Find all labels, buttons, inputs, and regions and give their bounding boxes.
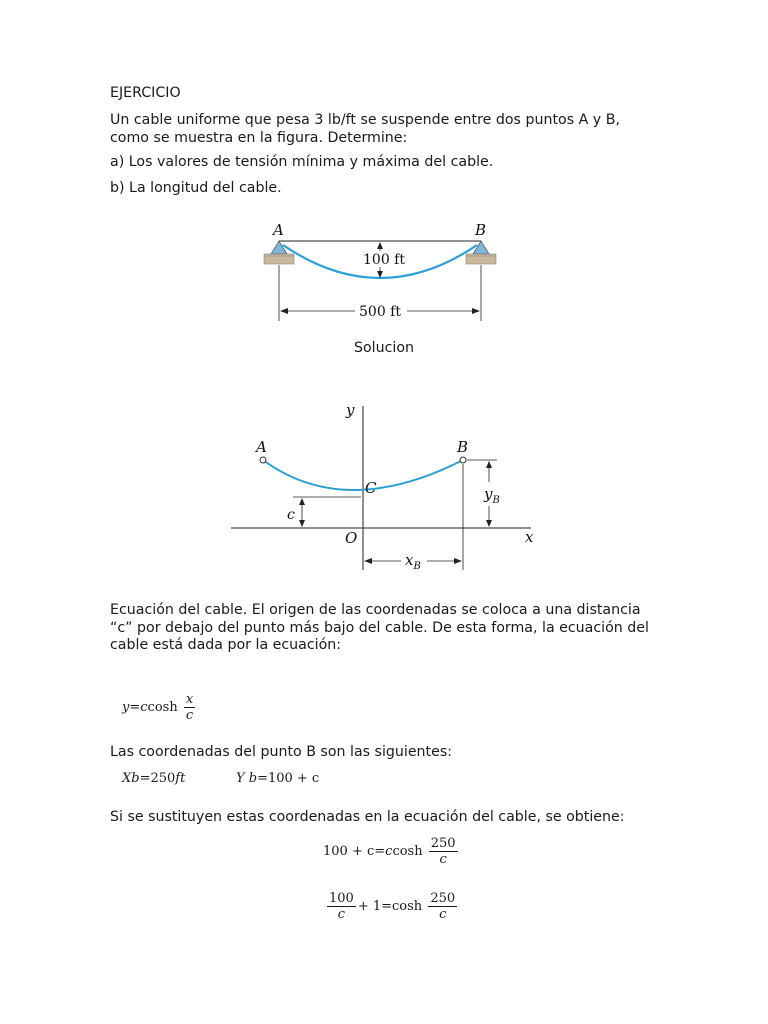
problem-statement: Un cable uniforme que pesa 3 lb/ft se suspende entre dos puntos A y B, como se muestra en la figura. Determine:	[110, 112, 620, 146]
eq1-eq: =	[129, 700, 141, 715]
point-b-label-2: B	[457, 438, 469, 456]
part-b: b) La longitud del cable.	[110, 180, 282, 196]
explanation-text: Ecuación del cable. El origen de las coordenadas se coloca a una distancia “c” por debajo del punto más bajo del cable. De esta forma, la ecuación del cable está dada por la ecuación:	[110, 602, 649, 653]
coords-intro: Las coordenadas del punto B son las siguientes:	[110, 744, 453, 760]
equation-divided: $\frac{100}{c}$ + 1=cosh $\frac{250}{c}$	[329, 891, 456, 922]
coords-xb: Xb=250ft	[122, 771, 186, 786]
sag-label: 100 ft	[363, 252, 405, 268]
point-b-label: B	[475, 221, 487, 239]
span-label: 500 ft	[359, 304, 401, 320]
x-axis-label: x	[525, 528, 534, 546]
point-c-label: C	[365, 479, 377, 497]
point-a-marker	[260, 457, 266, 463]
eq1-lhs: y	[122, 700, 130, 715]
eq1-func: cosh	[147, 700, 178, 715]
point-b-marker	[460, 457, 466, 463]
point-a-label-2: A	[256, 438, 267, 456]
point-a-label: A	[273, 221, 284, 239]
coords-yb: Y b=100 + c	[236, 771, 320, 786]
figure-suspended-cable	[255, 215, 515, 330]
support-b	[466, 241, 496, 264]
support-a	[264, 241, 294, 264]
y-axis-label: y	[346, 401, 355, 419]
eq1-fraction: $\frac{x}{c}$	[185, 692, 194, 723]
eq1-coef: c	[140, 700, 148, 715]
exercise-title: EJERCICIO	[110, 85, 181, 101]
xb-label: x	[405, 551, 414, 569]
yb-subscript: B	[492, 495, 500, 506]
xb-subscript: B	[413, 561, 421, 572]
figure-coordinate-system	[225, 398, 545, 576]
origin-label: O	[345, 529, 358, 547]
solution-heading: Solucion	[353, 340, 415, 356]
substitution-intro: Si se sustituyen estas coordenadas en la ecuación del cable, se obtiene:	[110, 809, 625, 825]
c-dimension-label: c	[287, 507, 295, 523]
yb-label: y	[484, 485, 493, 503]
equation-cable	[122, 692, 197, 723]
part-a: a) Los valores de tensión mínima y máxima del cable.	[110, 154, 494, 170]
equation-substituted: 100 + c=ccosh $\frac{250}{c}$	[323, 836, 456, 867]
